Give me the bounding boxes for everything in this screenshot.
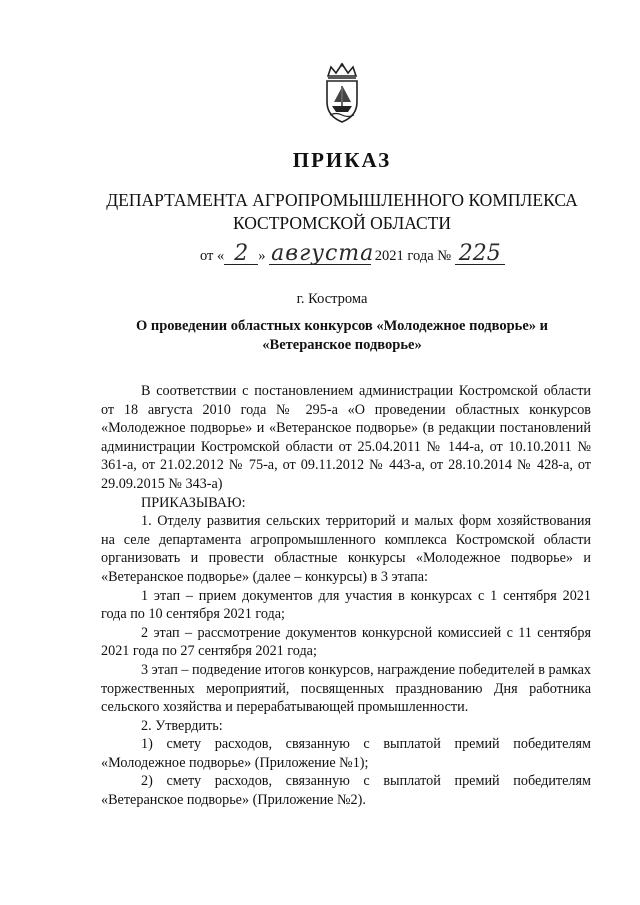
date-prefix: от «: [200, 248, 225, 264]
order-word: ПРИКАЗЫВАЮ:: [141, 494, 246, 511]
item-1-paragraph: 1. Отделу развития сельских территорий и малых форм хозяйствования на селе департамента агропромышленного комплекса Костромской области организовать и провести областные конкурсы «Молодежное подворье» и «Ветеранское подворье» (далее – конкурсы) в 3 этапа:: [101, 513, 591, 585]
handwritten-day: 2: [224, 244, 258, 265]
coat-of-arms-emblem: [318, 62, 366, 124]
document-body: [101, 382, 591, 810]
number-sign: №: [437, 248, 452, 264]
date-year: 2021 года: [374, 248, 434, 264]
subject-line1: О проведении областных конкурсов «Молодежное подворье» и: [135, 318, 548, 334]
subject-line2: «Ветеранское подворье»: [262, 337, 422, 353]
item-2-2-paragraph: 2) смету расходов, связанную с выплатой премий победителям «Ветеранское подворье» (Приложение №2).: [101, 773, 591, 809]
preamble-paragraph: В соответствии с постановлением администрации Костромской области от 18 августа 2010 года № 295-а «О проведении областных конкурсов «Молодежное подворье» и «Ветеранское подворье» (в редакции постановлений администрации Костромской области от 25.04.2011 № 144-а, от 10.10.2011 № 361-а, от 21.02.2012 № 75-а, от 09.11.2012 № 443-а, от 28.10.2014 № 428-а, от 29.09.2015 № 343-а): [101, 383, 591, 492]
department-name-line2: КОСТРОМСКОЙ ОБЛАСТИ: [232, 213, 452, 233]
handwritten-order-number: 225: [455, 244, 505, 265]
date-quote-close: »: [258, 248, 266, 264]
city: г. Кострома: [296, 291, 368, 307]
stage-3-paragraph: 3 этап – подведение итогов конкурсов, награждение победителей в рамках торжественных мероприятий, посвященных празднованию Дня работника сельского хозяйства и перерабатывающей промышленности.: [101, 661, 591, 716]
item-2-paragraph: 2. Утвердить:: [141, 717, 223, 734]
stage-2-paragraph: 2 этап – рассмотрение документов конкурсной комиссией с 11 сентября 2021 года по 27 сентября 2021 года;: [101, 624, 591, 660]
department-name-line1: ДЕПАРТАМЕНТА АГРОПРОМЫШЛЕННОГО КОМПЛЕКСА: [106, 190, 578, 210]
handwritten-month: августа: [271, 241, 375, 266]
date-line: [200, 241, 505, 266]
item-2-1-paragraph: 1) смету расходов, связанную с выплатой премий победителям «Молодежное подворье» (Приложение №1);: [101, 736, 591, 771]
document-title: ПРИКАЗ: [292, 148, 392, 172]
stage-1-paragraph: 1 этап – прием документов для участия в конкурсах с 1 сентября 2021 года по 10 сентября 2021 года;: [101, 587, 591, 623]
